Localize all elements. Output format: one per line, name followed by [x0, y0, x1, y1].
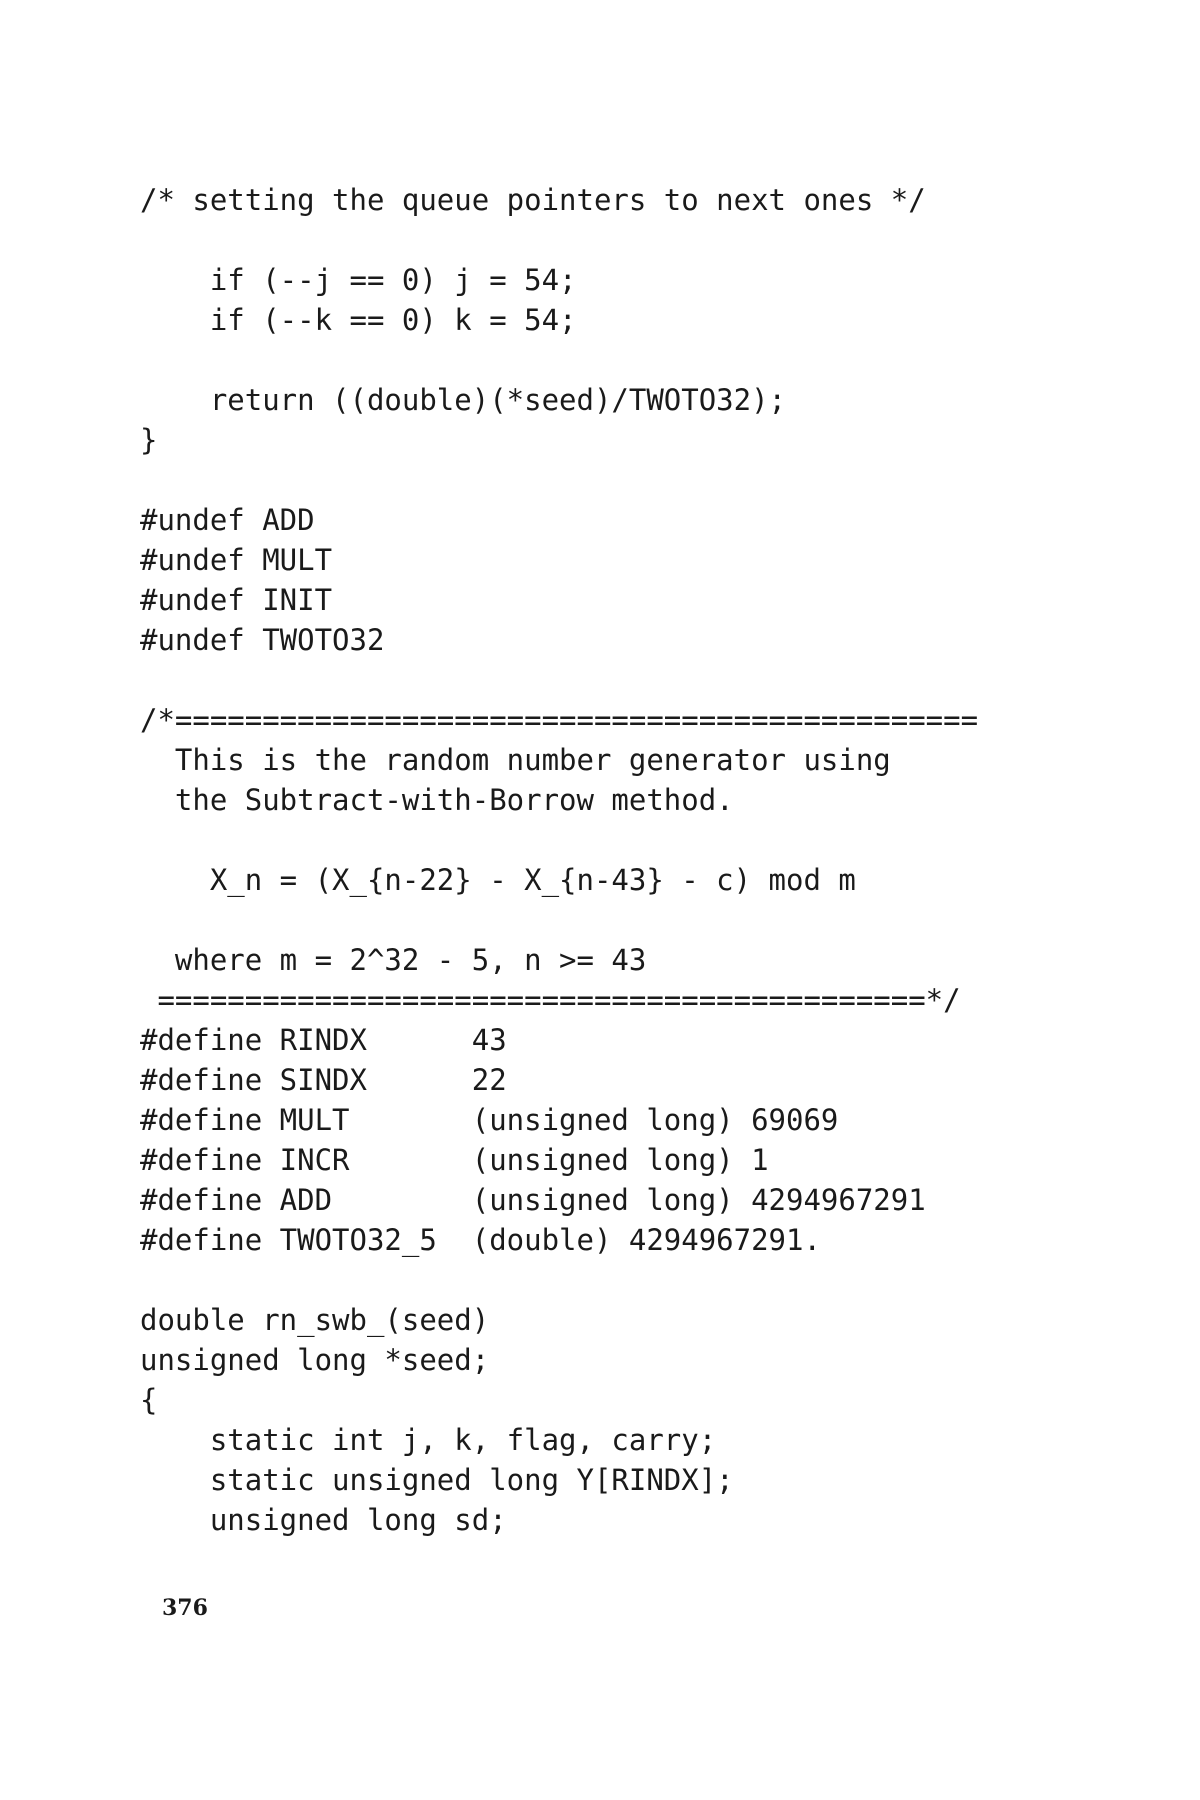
code-line-return: return ((double)(*seed)/TWOTO32);: [140, 383, 787, 417]
code-line-comment-description-1: This is the random number generator using: [140, 743, 891, 777]
code-line-comment-queue: /* setting the queue pointers to next ones */: [140, 183, 926, 217]
code-line-param-declaration: unsigned long *seed;: [140, 1343, 490, 1377]
code-line-comment-where: where m = 2^32 - 5, n >= 43: [140, 943, 647, 977]
code-line-static-array: static unsigned long Y[RINDX];: [140, 1463, 734, 1497]
code-line-undef-init: #undef INIT: [140, 583, 333, 617]
code-line-open-brace: {: [140, 1383, 158, 1417]
code-line-define-rindx: #define RINDX 43: [140, 1023, 507, 1057]
code-line-if-j: if (--j == 0) j = 54;: [140, 263, 577, 297]
code-line-define-incr: #define INCR (unsigned long) 1: [140, 1143, 769, 1177]
code-line-define-sindx: #define SINDX 22: [140, 1063, 507, 1097]
code-line-static-ints: static int j, k, flag, carry;: [140, 1423, 717, 1457]
code-line-define-twoto32-5: #define TWOTO32_5 (double) 4294967291.: [140, 1223, 821, 1257]
code-line-if-k: if (--k == 0) k = 54;: [140, 303, 577, 337]
code-line-comment-description-2: the Subtract-with-Borrow method.: [140, 783, 734, 817]
code-line-close-brace: }: [140, 423, 158, 457]
code-line-undef-add: #undef ADD: [140, 503, 315, 537]
code-line-define-mult: #define MULT (unsigned long) 69069: [140, 1103, 839, 1137]
code-line-undef-twoto32: #undef TWOTO32: [140, 623, 385, 657]
code-line-comment-close: ============================================*/: [140, 983, 961, 1017]
code-line-local-sd: unsigned long sd;: [140, 1503, 507, 1537]
code-line-undef-mult: #undef MULT: [140, 543, 333, 577]
page-number: 376: [162, 1595, 208, 1621]
code-line-comment-open: /*==============================================: [140, 703, 979, 737]
code-line-function-signature: double rn_swb_(seed): [140, 1303, 490, 1337]
code-line-define-add: #define ADD (unsigned long) 4294967291: [140, 1183, 926, 1217]
code-line-comment-formula: X_n = (X_{n-22} - X_{n-43} - c) mod m: [140, 863, 856, 897]
